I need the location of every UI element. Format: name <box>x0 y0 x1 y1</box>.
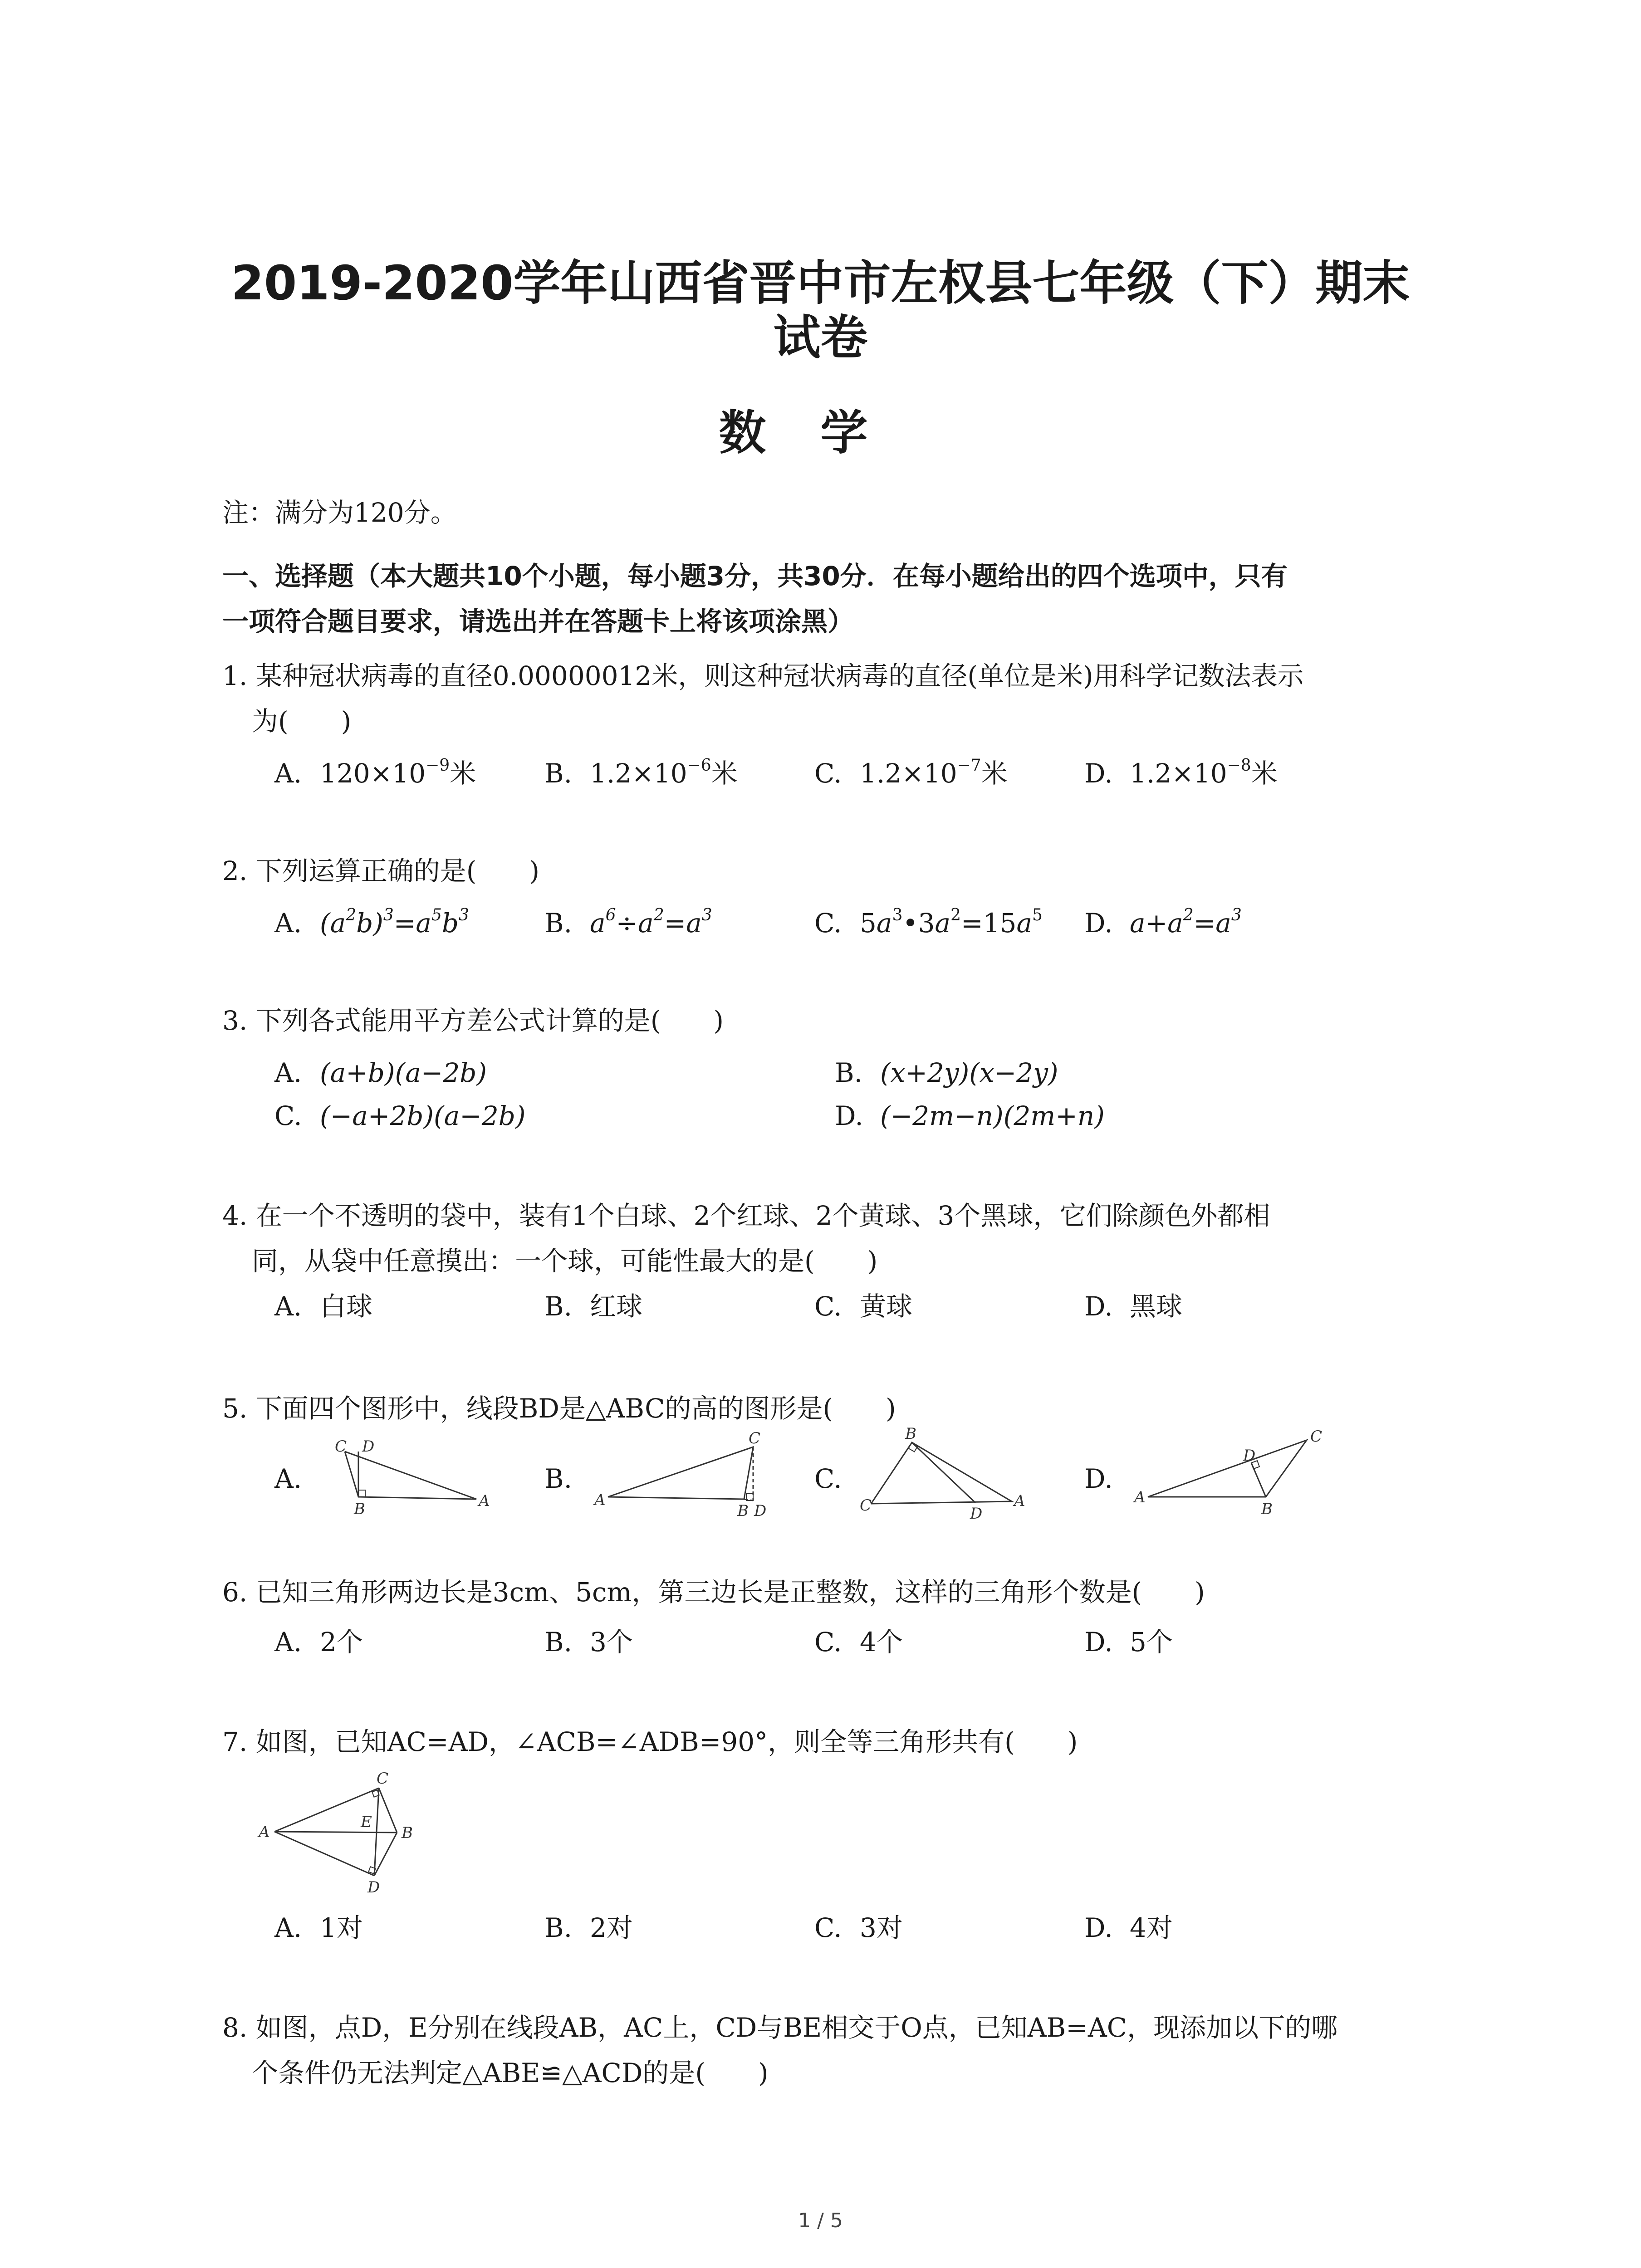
q1-option-b[interactable]: B. $1.2\times 10^{-6}$米 <box>544 756 738 789</box>
q6-option-a[interactable]: A. 2个 <box>274 1627 363 1657</box>
q1-option-c[interactable]: C. $1.2\times 10^{-7}$米 <box>814 756 1008 789</box>
q5d-label-c: C <box>1310 1427 1323 1446</box>
q7-option-d[interactable]: D. 4对 <box>1084 1912 1173 1943</box>
q3-option-a[interactable]: A. (a+b)(a−2b) <box>274 1057 487 1088</box>
section1-heading-line2: 一项符合题目要求，请选出并在答题卡上将该项涂黑） <box>222 606 854 637</box>
q3-option-c[interactable]: C. (−a+2b)(a−2b) <box>274 1100 526 1131</box>
q3-stem: 3. 下列各式能用平方差公式计算的是( ) <box>222 1005 724 1036</box>
q8-stem-line2: 个条件仍无法判定△ABE≌△ACD的是( ) <box>252 2058 769 2088</box>
q4-stem-line1: 4. 在一个不透明的袋中，装有1个白球、2个红球、2个黄球、3个黑球，它们除颜色外都相 <box>222 1200 1270 1231</box>
q5b-label-d: D <box>754 1502 767 1520</box>
q5a-label-d: D <box>362 1437 375 1456</box>
q5c-label-c: C <box>860 1496 872 1515</box>
q7-label-c: C <box>377 1769 389 1788</box>
q2-option-c[interactable]: C. $5a^3•3a^2=15a^5$ <box>814 906 1043 938</box>
q7-label-b: B <box>402 1824 413 1842</box>
q2-option-d[interactable]: D. $a+a^2=a^3$ <box>1084 906 1242 938</box>
q5a-label-c: C <box>335 1437 347 1456</box>
q7-option-a[interactable]: A. 1对 <box>274 1912 363 1943</box>
q5b-label-a: A <box>594 1491 606 1509</box>
q7-stem: 7. 如图，已知AC=AD，∠ACB=∠ADB=90°，则全等三角形共有( ) <box>222 1726 1078 1757</box>
q1-option-a[interactable]: A. $120\times 10^{-9}$米 <box>274 756 476 789</box>
subject-title: 数学 <box>719 405 922 460</box>
q8-stem-line1: 8. 如图，点D，E分别在线段AB，AC上，CD与BE相交于O点，已知AB=AC，现添加以下的哪 <box>222 2012 1338 2043</box>
q5-figure-a <box>327 1437 490 1518</box>
q7-label-e: E <box>361 1813 372 1831</box>
q1-stem-line1: 1. 某种冠状病毒的直径0.00000012米，则这种冠状病毒的直径(单位是米)用科学记数法表示 <box>222 660 1304 691</box>
q2-option-b[interactable]: B. $a^6\div a^2=a^3$ <box>544 906 712 938</box>
q7-label-a: A <box>259 1823 270 1841</box>
q5a-label-a: A <box>479 1492 490 1510</box>
q7-label-d: D <box>367 1878 380 1897</box>
q5b-label-b: B <box>737 1502 749 1520</box>
q3-option-d[interactable]: D. (−2m−n)(2m+n) <box>835 1100 1105 1131</box>
section1-heading-line1: 一、选择题（本大题共10个小题，每小题3分，共30分．在每小题给出的四个选项中，只有 <box>222 561 1288 591</box>
q4-option-d[interactable]: D. 黑球 <box>1084 1291 1183 1322</box>
q1-option-d[interactable]: D. $1.2\times 10^{-8}$米 <box>1084 756 1278 789</box>
q7-option-b[interactable]: B. 2对 <box>544 1912 633 1943</box>
score-note: 注：满分为120分。 <box>222 497 457 528</box>
q6-option-b[interactable]: B. 3个 <box>544 1627 633 1657</box>
q5d-label-a: A <box>1134 1488 1146 1506</box>
q5-figure-b <box>590 1429 780 1520</box>
q6-option-c[interactable]: C. 4个 <box>814 1627 903 1657</box>
q3-option-b[interactable]: B. (x+2y)(x−2y) <box>835 1057 1058 1088</box>
q5c-label-b: B <box>905 1425 916 1443</box>
q7-option-c[interactable]: C. 3对 <box>814 1912 903 1943</box>
q2-stem: 2. 下列运算正确的是( ) <box>222 855 540 886</box>
q5d-label-d: D <box>1243 1447 1256 1465</box>
q5c-label-d: D <box>970 1505 983 1523</box>
q5-option-a-label[interactable]: A. <box>274 1463 302 1494</box>
q4-option-c[interactable]: C. 黄球 <box>814 1291 913 1322</box>
exam-title-line1: 2019-2020学年山西省晋中市左权县七年级（下）期末 <box>231 255 1410 311</box>
q5d-label-b: B <box>1261 1500 1273 1518</box>
q4-option-b[interactable]: B. 红球 <box>544 1291 643 1322</box>
q5-option-c-label[interactable]: C. <box>814 1463 842 1494</box>
q4-stem-line2: 同，从袋中任意摸出：一个球，可能性最大的是( ) <box>252 1246 878 1276</box>
q5-figure-d <box>1130 1429 1329 1520</box>
q6-stem: 6. 已知三角形两边长是3cm、5cm，第三边长是正整数，这样的三角形个数是( ) <box>222 1577 1205 1608</box>
q5c-label-a: A <box>1014 1492 1025 1510</box>
q5b-label-c: C <box>749 1429 761 1447</box>
exam-title-line2: 试卷 <box>773 310 868 365</box>
q5-stem: 5. 下面四个图形中，线段BD是△ABC的高的图形是( ) <box>222 1393 896 1424</box>
q5a-label-b: B <box>354 1500 365 1518</box>
q4-option-a[interactable]: A. 白球 <box>274 1291 373 1322</box>
q5-option-b-label[interactable]: B. <box>544 1463 573 1494</box>
q5-option-d-label[interactable]: D. <box>1084 1463 1113 1494</box>
q7-figure <box>254 1769 426 1896</box>
q2-option-a[interactable]: A. $(a^2b)^3=a^5b^3$ <box>274 906 469 938</box>
q6-option-d[interactable]: D. 5个 <box>1084 1627 1173 1657</box>
q5-figure-c <box>853 1425 1034 1523</box>
q1-stem-line2: 为( ) <box>252 706 352 737</box>
page-number: 1 / 5 <box>798 2209 843 2232</box>
